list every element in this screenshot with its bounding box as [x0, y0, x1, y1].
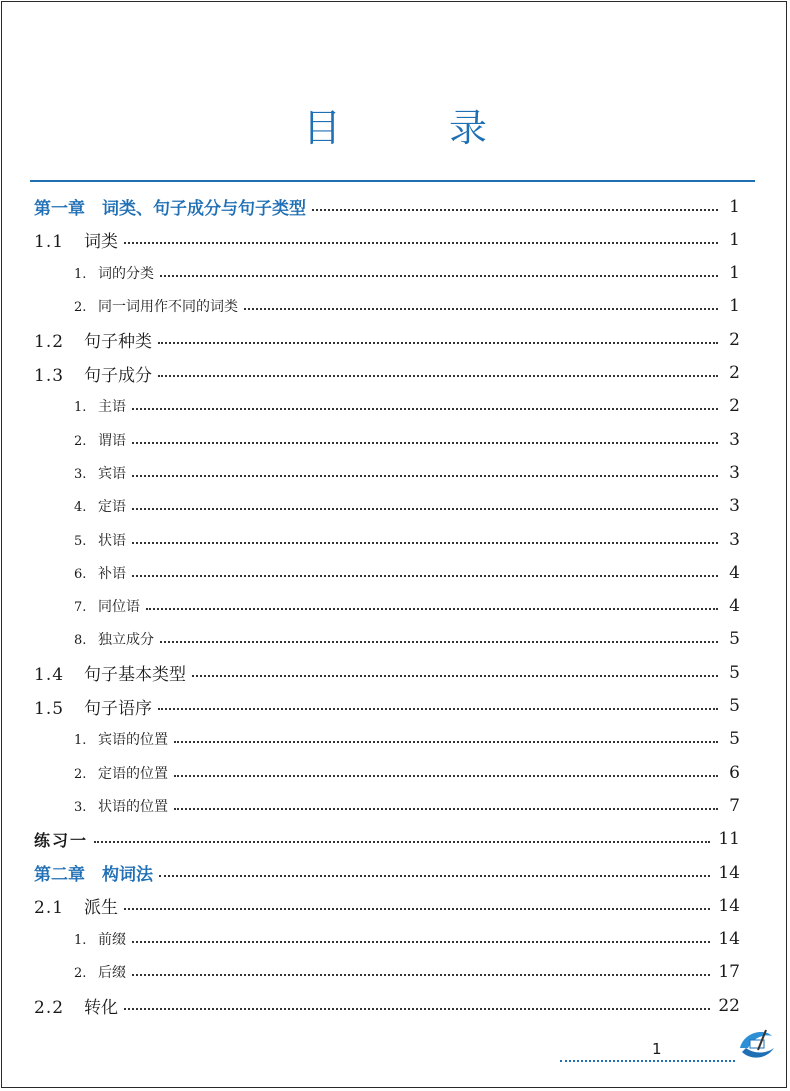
footer-page-number: 1	[652, 1040, 662, 1058]
toc-page-number: 1	[729, 296, 740, 317]
toc-entry-number: 1.4	[34, 665, 65, 686]
toc-entry-text: 补语	[98, 565, 126, 582]
toc-entry-label	[34, 194, 312, 219]
dot-leader	[158, 708, 718, 710]
toc-entry-text: 定语	[98, 499, 126, 516]
toc-entry-label	[74, 763, 174, 783]
toc-chapter-row[interactable]	[0, 856, 790, 889]
toc-entry-text: 同一词用作不同的词类	[98, 299, 238, 316]
toc-entry-text: 转化	[84, 998, 118, 1019]
dot-leader	[132, 542, 718, 544]
dot-leader	[124, 908, 710, 910]
toc-item-row[interactable]	[0, 789, 790, 822]
dot-leader	[124, 242, 718, 244]
toc-entry-text: 前缀	[98, 932, 126, 949]
toc-page-number: 3	[729, 462, 740, 483]
dot-leader	[192, 675, 718, 677]
toc-item-row[interactable]	[0, 956, 790, 989]
toc-entry-text: 句子基本类型	[84, 665, 186, 686]
toc-entry-label	[74, 629, 160, 649]
dot-leader	[174, 775, 718, 777]
toc-entry-text: 词的分类	[98, 266, 154, 283]
toc-entry-number: 2.	[74, 966, 87, 982]
toc-page-number: 5	[729, 662, 740, 683]
toc-entry-number: 4.	[74, 500, 87, 516]
toc-item-row[interactable]	[0, 257, 790, 290]
toc-page-number: 4	[729, 596, 740, 617]
toc-entry-number: 2.	[74, 433, 87, 449]
toc-page-number: 14	[718, 862, 740, 883]
toc-entry-label	[34, 361, 158, 386]
toc-entry-label	[34, 694, 158, 719]
toc-item-row[interactable]	[0, 523, 790, 556]
dot-leader	[312, 209, 718, 211]
toc-page-number: 5	[729, 729, 740, 750]
toc-page-number: 1	[729, 196, 740, 217]
toc-page-number: 2	[729, 363, 740, 383]
toc-entry-label	[74, 929, 132, 949]
toc-entry-label	[74, 430, 132, 450]
toc-item-row[interactable]	[0, 623, 790, 656]
toc-item-row[interactable]	[0, 490, 790, 523]
toc-entry-text: 同位语	[98, 599, 140, 616]
dot-leader	[160, 275, 718, 277]
toc-entry-label	[34, 660, 192, 685]
toc-entry-text: 定语的位置	[98, 765, 168, 782]
toc-section-row[interactable]	[0, 323, 790, 356]
toc-entry-number: 3.	[74, 799, 87, 815]
toc-item-row[interactable]	[0, 590, 790, 623]
toc-page-number: 3	[729, 496, 740, 517]
toc-page-number: 4	[729, 562, 740, 583]
toc-entry-label	[34, 893, 124, 918]
dot-leader	[160, 641, 718, 643]
toc-page-number: 14	[718, 929, 740, 950]
dot-leader	[244, 308, 718, 310]
toc-exercise-row[interactable]	[0, 823, 790, 856]
toc-entry-text: 主语	[98, 399, 126, 416]
toc-page-number: 7	[729, 795, 740, 816]
toc-page-number: 1	[729, 229, 740, 250]
dot-leader	[146, 608, 718, 610]
toc-entry-number: 8.	[74, 633, 87, 649]
toc-entry-text: 状语的位置	[98, 798, 168, 815]
toc-page-number: 22	[718, 995, 740, 1016]
toc-entry-label	[74, 796, 174, 816]
toc-entry-label	[74, 496, 132, 516]
toc-entry-text: 句子成分	[84, 365, 152, 386]
dot-leader	[158, 342, 718, 344]
dot-leader	[159, 875, 710, 877]
toc-page-number: 6	[729, 762, 740, 783]
toc-entry-text: 后缀	[98, 965, 126, 982]
toc-entry-label	[74, 729, 174, 749]
toc-entry-text: 宾语的位置	[98, 732, 168, 749]
toc-entry-number: 6.	[74, 566, 87, 582]
toc-page-number: 17	[718, 962, 740, 983]
toc-item-row[interactable]	[0, 723, 790, 756]
toc-entry-number: 2.1	[34, 898, 65, 919]
toc-entry-number: 5.	[74, 533, 87, 549]
toc-entry-label	[74, 563, 132, 583]
toc-entry-label	[74, 396, 132, 416]
toc-entry-text: 第二章 构词法	[34, 865, 153, 885]
publisher-logo-icon	[736, 1026, 776, 1062]
toc-entry-text: 派生	[84, 898, 118, 919]
toc-entry-text: 独立成分	[98, 632, 154, 649]
dot-leader	[94, 841, 710, 843]
dot-leader	[132, 408, 718, 410]
toc-page-number: 11	[718, 829, 740, 850]
toc-section-row[interactable]	[0, 357, 790, 390]
toc-section-row[interactable]	[0, 223, 790, 256]
toc-entry-number: 2.	[74, 300, 87, 316]
toc-section-row[interactable]	[0, 889, 790, 922]
toc-entry-label	[74, 463, 132, 483]
toc-entry-text: 谓语	[98, 432, 126, 449]
toc-entry-number: 2.	[74, 766, 87, 782]
toc-entry-text: 练习一	[34, 830, 89, 850]
toc-entry-text: 状语	[98, 532, 126, 549]
page-title: 目 录	[302, 106, 536, 151]
dot-leader	[132, 475, 718, 477]
toc-entry-text: 词类	[84, 232, 118, 253]
toc-item-row[interactable]	[0, 423, 790, 456]
toc-entry-label	[34, 327, 158, 352]
toc-page-number: 3	[729, 529, 740, 550]
dot-leader	[158, 375, 718, 377]
toc-entry-text: 宾语	[98, 465, 126, 482]
dot-leader	[174, 808, 718, 810]
toc-page-number: 2	[729, 329, 740, 350]
toc-entry-label	[34, 828, 94, 851]
toc-item-row[interactable]	[0, 923, 790, 956]
toc-item-row[interactable]	[0, 390, 790, 423]
toc-entry-number: 1.	[74, 933, 87, 949]
toc-item-row[interactable]	[0, 556, 790, 589]
footer-divider	[560, 1060, 735, 1062]
toc-entry-label	[74, 296, 244, 316]
toc-item-row[interactable]	[0, 290, 790, 323]
toc-entry-number: 7.	[74, 600, 87, 616]
toc-entry-text: 第一章 词类、句子成分与句子类型	[34, 199, 306, 219]
toc-section-row[interactable]	[0, 656, 790, 689]
toc-item-row[interactable]	[0, 456, 790, 489]
dot-leader	[132, 941, 710, 943]
toc-entry-number: 1.2	[34, 332, 65, 353]
toc-entry-label	[34, 227, 124, 252]
dot-leader	[132, 508, 718, 510]
toc-section-row[interactable]	[0, 989, 790, 1022]
toc-entry-label	[74, 596, 146, 616]
toc-entry-number: 1.3	[34, 365, 65, 386]
toc-section-row[interactable]	[0, 690, 790, 723]
dot-leader	[132, 442, 718, 444]
dot-leader	[132, 974, 710, 976]
toc-entry-number: 1.	[74, 733, 87, 749]
toc-page-number: 1	[729, 263, 740, 284]
toc-entry-label	[34, 860, 159, 885]
toc-entry-label	[74, 962, 132, 982]
toc-entry-number: 1.	[74, 400, 87, 416]
toc-page-number: 5	[729, 629, 740, 650]
toc-page-number: 2	[729, 396, 740, 417]
dot-leader	[174, 741, 718, 743]
toc-page-number: 5	[729, 696, 740, 716]
toc-page-number: 3	[729, 429, 740, 450]
toc-entry-number: 3.	[74, 466, 87, 482]
dot-leader	[132, 575, 718, 577]
toc-entry-number: 2.2	[34, 998, 65, 1019]
toc-entry-label	[34, 993, 124, 1018]
toc-page-number: 14	[718, 895, 740, 916]
toc-item-row[interactable]	[0, 756, 790, 789]
dot-leader	[124, 1008, 710, 1010]
title-divider	[30, 180, 755, 182]
toc-entry-label	[74, 530, 132, 550]
toc-entry-number: 1.1	[34, 232, 65, 253]
toc-chapter-row[interactable]	[0, 190, 790, 223]
toc-entry-text: 句子种类	[84, 332, 152, 353]
toc-entry-label	[74, 263, 160, 283]
toc-entry-number: 1.5	[34, 698, 65, 719]
toc-entry-text: 句子语序	[84, 698, 152, 719]
toc-entry-number: 1.	[74, 267, 87, 283]
